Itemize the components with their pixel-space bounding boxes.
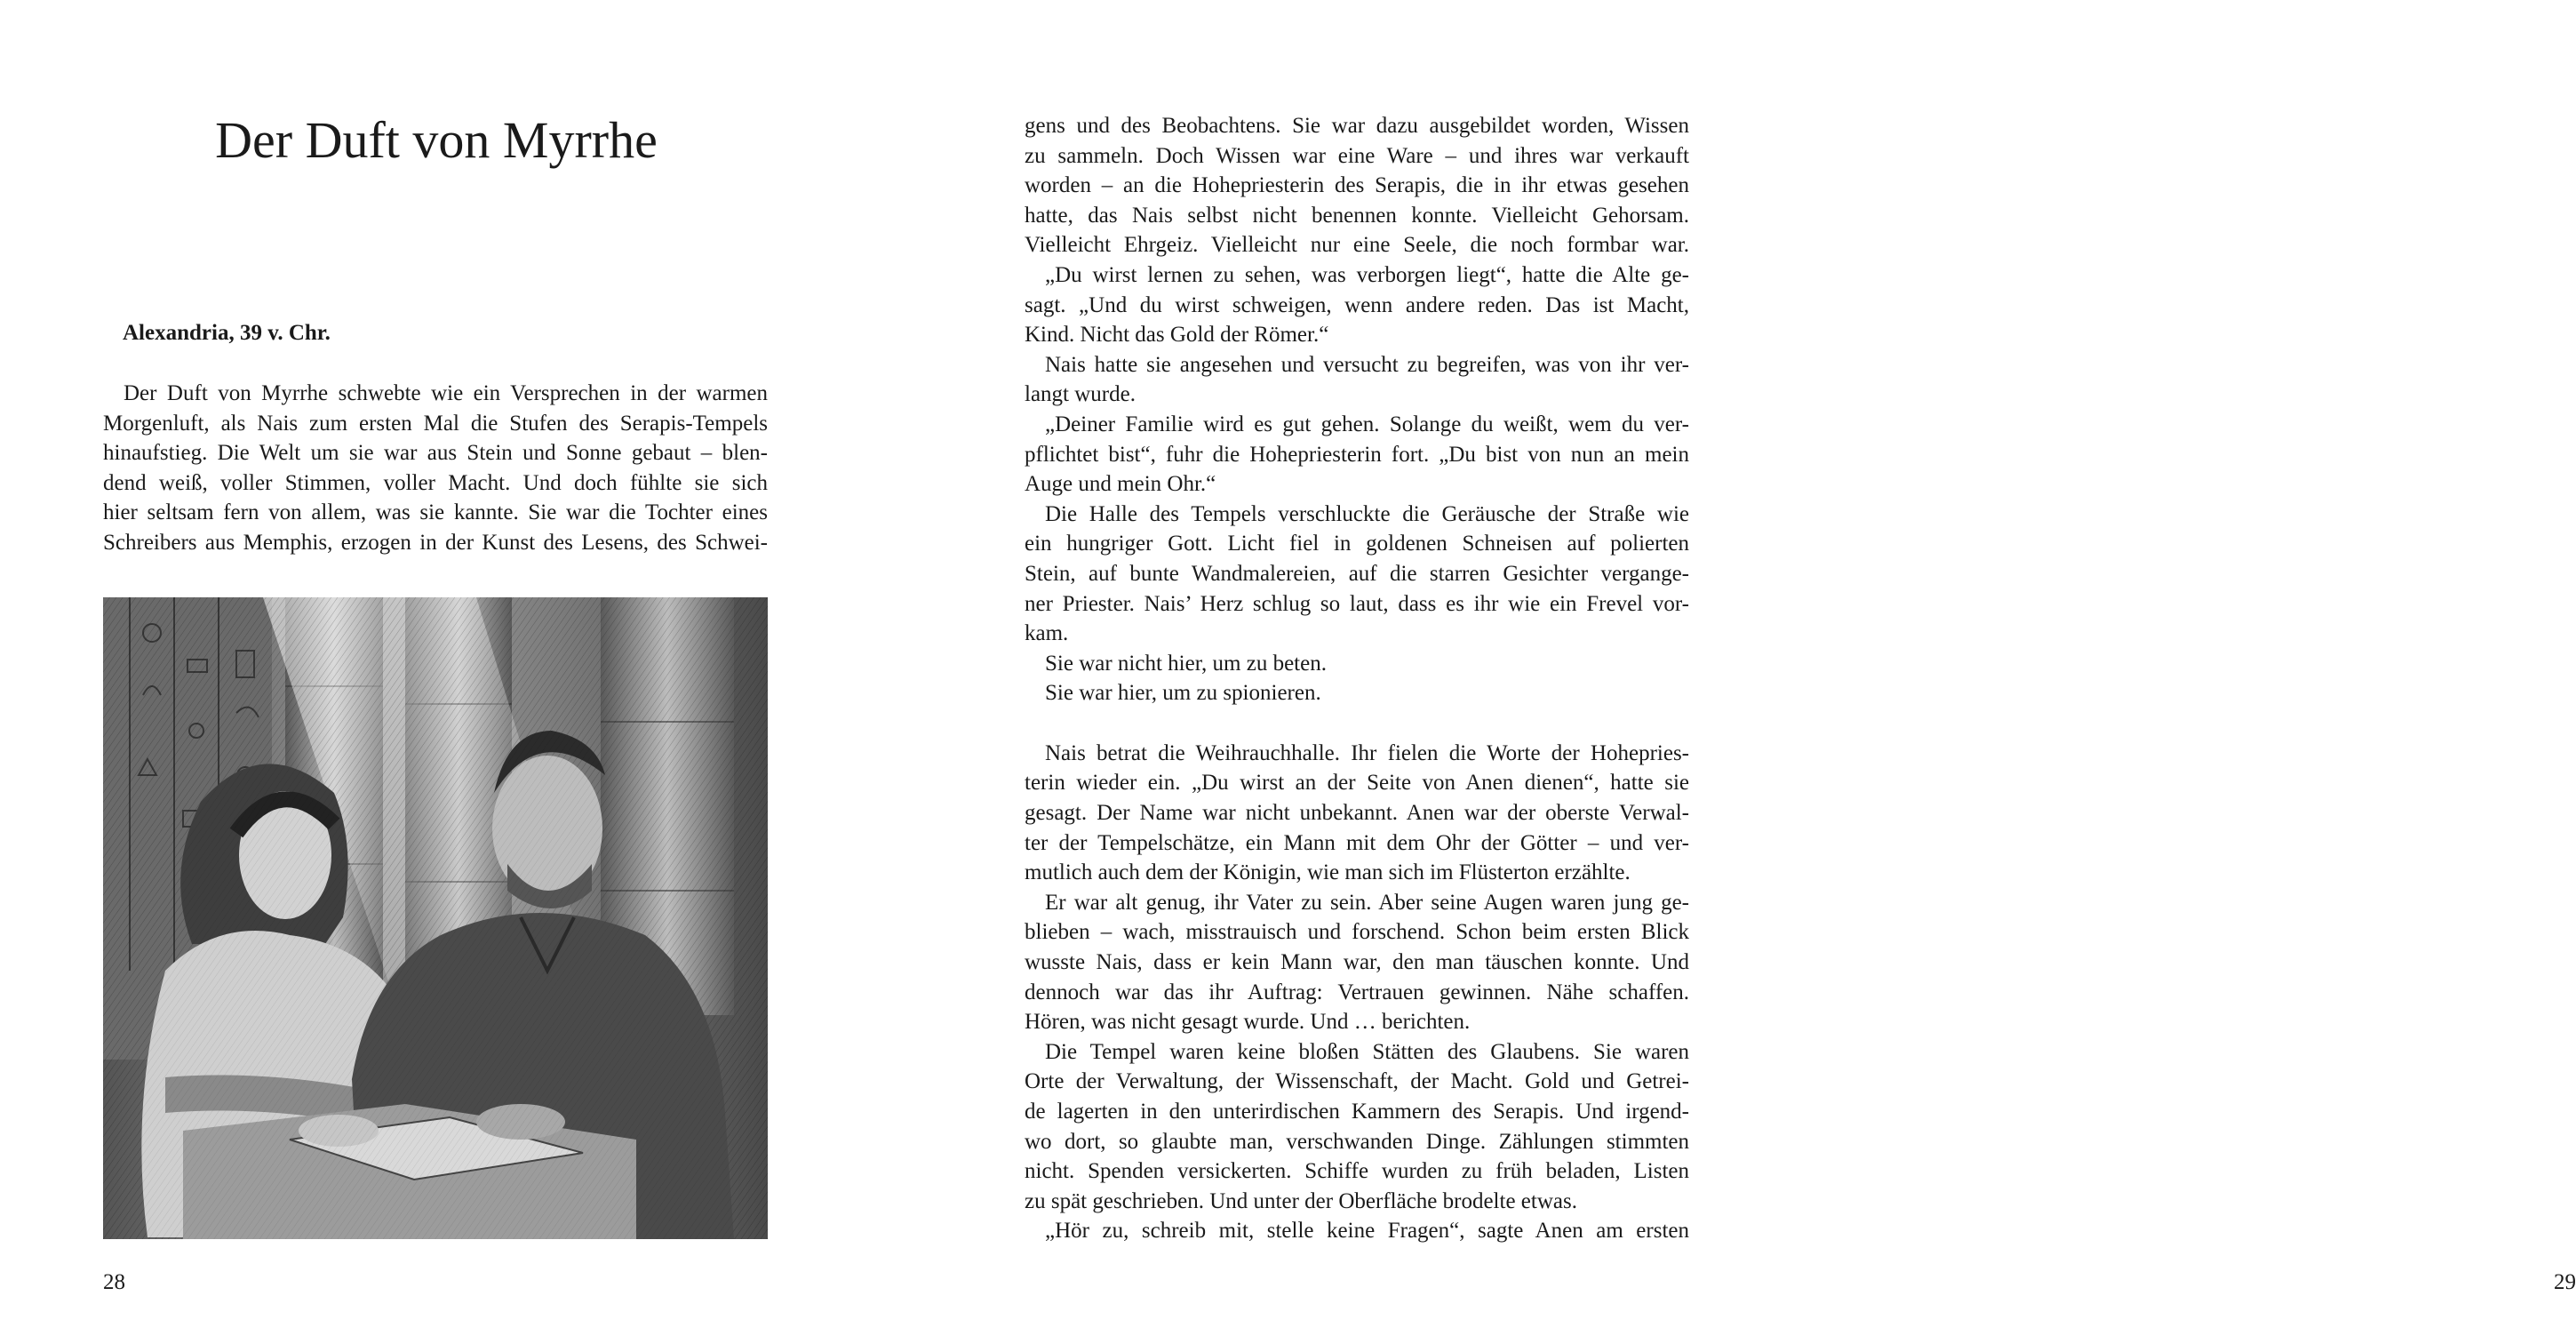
- text-line: pflichtet bist“, fuhr die Hohepriesterin fort. „Du bist von nun an mein: [1025, 442, 1689, 467]
- text-line: nicht. Spenden versickerten. Schiffe wurden zu früh beladen, Listen: [1025, 1159, 1689, 1184]
- text-line: Vielleicht Ehrgeiz. Vielleicht nur eine Seele, die noch formbar war.: [1025, 233, 1689, 258]
- text-line: Sie war hier, um zu spionieren.: [1045, 681, 1321, 706]
- text-line: Nais hatte sie angesehen und versucht zu begreifen, was von ihr ver-: [1045, 352, 1689, 377]
- text-line: blieben – wach, misstrauisch und forschend. Schon beim ersten Blick: [1025, 920, 1689, 945]
- text-line: Die Halle des Tempels verschluckte die Geräusche der Straße wie: [1045, 501, 1689, 526]
- chapter-subheading: Alexandria, 39 v. Chr.: [123, 321, 331, 345]
- left-page: [0, 0, 889, 1336]
- text-line: [1025, 708, 1689, 739]
- text-line: sagt. „Und du wirst schweigen, wenn andere reden. Das ist Macht,: [1025, 292, 1689, 317]
- right-body-text: [1025, 111, 1689, 1246]
- temple-sketch-illustration: [103, 597, 768, 1239]
- text-line: hier seltsam fern von allem, was sie kannte. Sie war die Tochter eines: [103, 500, 768, 525]
- text-line: Er war alt genug, ihr Vater zu sein. Aber seine Augen waren jung ge-: [1045, 890, 1689, 915]
- text-line: hinaufstieg. Die Welt um sie war aus Stein und Sonne gebaut – blen-: [103, 441, 768, 466]
- text-line: zu spät geschrieben. Und unter der Oberfläche brodelte etwas.: [1025, 1188, 1577, 1213]
- text-line: wo dort, so glaubte man, verschwanden Dinge. Zählungen stimmten: [1025, 1129, 1689, 1154]
- text-line: „Hör zu, schreib mit, stelle keine Fragen“, sagte Anen am ersten: [1045, 1219, 1689, 1244]
- text-line: hatte, das Nais selbst nicht benennen konnte. Vielleicht Gehorsam.: [1025, 203, 1689, 228]
- text-line: Der Duft von Myrrhe schwebte wie ein Versprechen in der warmen: [124, 381, 768, 405]
- text-line: ner Priester. Nais’ Herz schlug so laut, dass es ihr wie ein Frevel vor-: [1025, 591, 1689, 616]
- text-line: terin wieder ein. „Du wirst an der Seite von Anen dienen“, hatte sie: [1025, 771, 1689, 796]
- text-line: kam.: [1025, 621, 1069, 646]
- text-line: de lagerten in den unterirdischen Kammern des Serapis. Und irgend-: [1025, 1100, 1689, 1124]
- text-line: wusste Nais, dass er kein Mann war, den man täuschen konnte. Und: [1025, 950, 1689, 975]
- text-line: „Deiner Familie wird es gut gehen. Solange du weißt, wem du ver-: [1045, 412, 1689, 436]
- text-line: „Du wirst lernen zu sehen, was verborgen liegt“, hatte die Alte ge-: [1045, 262, 1689, 287]
- text-line: Die Tempel waren keine bloßen Stätten des Glaubens. Sie waren: [1045, 1039, 1689, 1064]
- text-line: ein hungriger Gott. Licht fiel in goldenen Schneisen auf polierten: [1025, 532, 1689, 556]
- right-page: [889, 0, 2576, 1336]
- text-line: dennoch war das ihr Auftrag: Vertrauen gewinnen. Nähe schaffen.: [1025, 980, 1689, 1004]
- text-line: Orte der Verwaltung, der Wissenschaft, der Macht. Gold und Getrei-: [1025, 1069, 1689, 1094]
- text-line: gens und des Beobachtens. Sie war dazu ausgebildet worden, Wissen: [1025, 114, 1689, 138]
- text-line: Kind. Nicht das Gold der Römer.“: [1025, 323, 1329, 348]
- illustration: [103, 597, 768, 1239]
- text-line: langt wurde.: [1025, 382, 1136, 407]
- page-number-left: 28: [103, 1270, 125, 1294]
- text-line: Stein, auf bunte Wandmalereien, auf die starren Gesichter vergange-: [1025, 561, 1689, 586]
- chapter-title: Der Duft von Myrrhe: [215, 111, 658, 169]
- text-line: dend weiß, voller Stimmen, voller Macht. Und doch fühlte sie sich: [103, 470, 768, 495]
- text-line: Schreibers aus Memphis, erzogen in der Kunst des Lesens, des Schwei-: [103, 530, 768, 555]
- text-line: mutlich auch dem der Königin, wie man sich im Flüsterton erzählte.: [1025, 860, 1631, 885]
- left-body-text: [103, 379, 768, 558]
- text-line: zu sammeln. Doch Wissen war eine Ware – und ihres war verkauft: [1025, 143, 1689, 168]
- text-line: ter der Tempelschätze, ein Mann mit dem Ohr der Götter – und ver-: [1025, 830, 1689, 855]
- text-line: Morgenluft, als Nais zum ersten Mal die Stufen des Serapis-Tempels: [103, 411, 768, 436]
- text-line: Nais betrat die Weihrauchhalle. Ihr fielen die Worte der Hohepries-: [1045, 740, 1689, 765]
- text-line: Sie war nicht hier, um zu beten.: [1045, 651, 1327, 676]
- text-line: gesagt. Der Name war nicht unbekannt. Anen war der oberste Verwal-: [1025, 801, 1689, 826]
- text-line: worden – an die Hohepriesterin des Serapis, die in ihr etwas gesehen: [1025, 173, 1689, 198]
- page-number-right: 29: [2554, 1270, 2576, 1294]
- text-line: Hören, was nicht gesagt wurde. Und … berichten.: [1025, 1010, 1471, 1035]
- text-line: Auge und mein Ohr.“: [1025, 472, 1216, 497]
